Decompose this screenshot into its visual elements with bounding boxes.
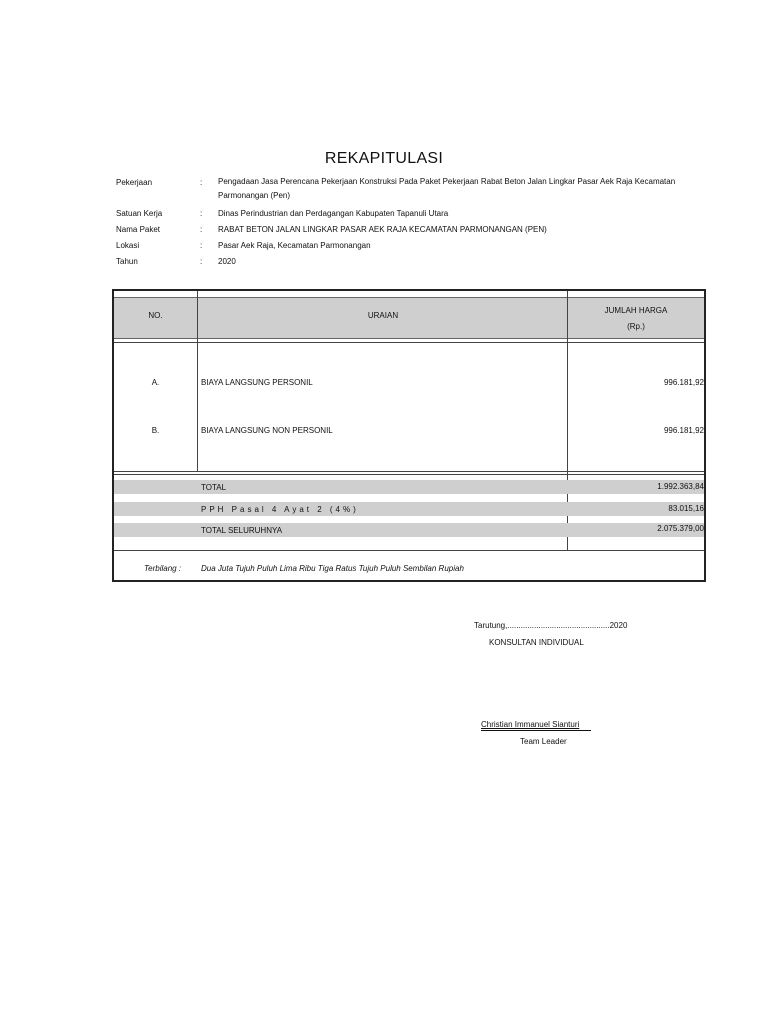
- info-row-satuan-kerja: [116, 209, 716, 219]
- grand-total-amount: 2.075.379,00: [657, 524, 704, 533]
- info-label: Lokasi: [116, 241, 140, 250]
- info-label: Nama Paket: [116, 225, 161, 234]
- header-jumlah-line2: (Rp.): [627, 322, 645, 331]
- header-no: NO.: [148, 311, 163, 320]
- info-colon: :: [200, 241, 203, 250]
- row-a-amount: 996.181,92: [663, 378, 704, 387]
- consultant-org: KONSULTAN INDIVIDUAL: [489, 638, 584, 647]
- info-value: Dinas Perindustrian dan Perdagangan Kabupaten Tapanuli Utara: [218, 209, 449, 218]
- row-b-uraian: BIAYA LANGSUNG NON PERSONIL: [201, 426, 333, 435]
- signatory-role: Team Leader: [520, 737, 567, 746]
- info-value: RABAT BETON JALAN LINGKAR PASAR AEK RAJA KECAMATAN PARMONANGAN (PEN): [218, 225, 547, 234]
- signatory-name: Christian Immanuel Sianturi: [481, 720, 591, 731]
- info-colon: :: [200, 225, 203, 234]
- info-row-tahun: [116, 257, 716, 267]
- pph-label: PPH Pasal 4 Ayat 2 (4%): [201, 505, 359, 514]
- info-row-lokasi: [116, 241, 716, 251]
- terbilang-value: Dua Juta Tujuh Puluh Lima Ribu Tiga Ratus Tujuh Puluh Sembilan Rupiah: [201, 564, 464, 573]
- total-amount: 1.992.363,84: [657, 482, 704, 491]
- header-jumlah-line1: JUMLAH HARGA: [604, 306, 668, 315]
- row-a-no: A.: [151, 378, 160, 387]
- info-row-nama-paket: [116, 225, 716, 235]
- row-b-amount: 996.181,92: [663, 426, 704, 435]
- project-info: [116, 178, 716, 273]
- grand-total-label: TOTAL SELURUHNYA: [201, 526, 283, 535]
- info-value: 2020: [218, 257, 236, 266]
- info-colon: :: [200, 178, 203, 187]
- row-divider: [114, 342, 704, 343]
- info-label: Satuan Kerja: [116, 209, 163, 218]
- info-label: Tahun: [116, 257, 138, 266]
- info-row-pekerjaan: [116, 178, 716, 203]
- pph-amount: 83.015,16: [668, 504, 704, 513]
- column-divider: [197, 291, 198, 471]
- total-label: TOTAL: [201, 483, 227, 492]
- place-date: Tarutung,..............................................2020: [474, 621, 628, 630]
- info-label: Pekerjaan: [116, 178, 153, 187]
- document-title: REKAPITULASI: [324, 150, 444, 167]
- row-b-no: B.: [151, 426, 160, 435]
- header-jumlah-harga: [568, 303, 704, 335]
- info-value: Pasar Aek Raja, Kecamatan Parmonangan: [218, 241, 371, 250]
- info-colon: :: [200, 257, 203, 266]
- row-divider: [114, 550, 704, 551]
- rekap-table: [112, 289, 706, 582]
- row-a-uraian: BIAYA LANGSUNG PERSONIL: [201, 378, 313, 387]
- info-value: Pengadaan Jasa Perencana Pekerjaan Konstruksi Pada Paket Pekerjaan Rabat Beton Jalan Lingkar Pasar Aek Raja Kecamatan Parmonangan (Pen): [218, 177, 676, 200]
- terbilang-label: Terbilang :: [144, 564, 182, 573]
- info-colon: :: [200, 209, 203, 218]
- row-divider: [114, 474, 704, 475]
- row-divider: [114, 471, 704, 472]
- header-uraian: URAIAN: [367, 311, 399, 320]
